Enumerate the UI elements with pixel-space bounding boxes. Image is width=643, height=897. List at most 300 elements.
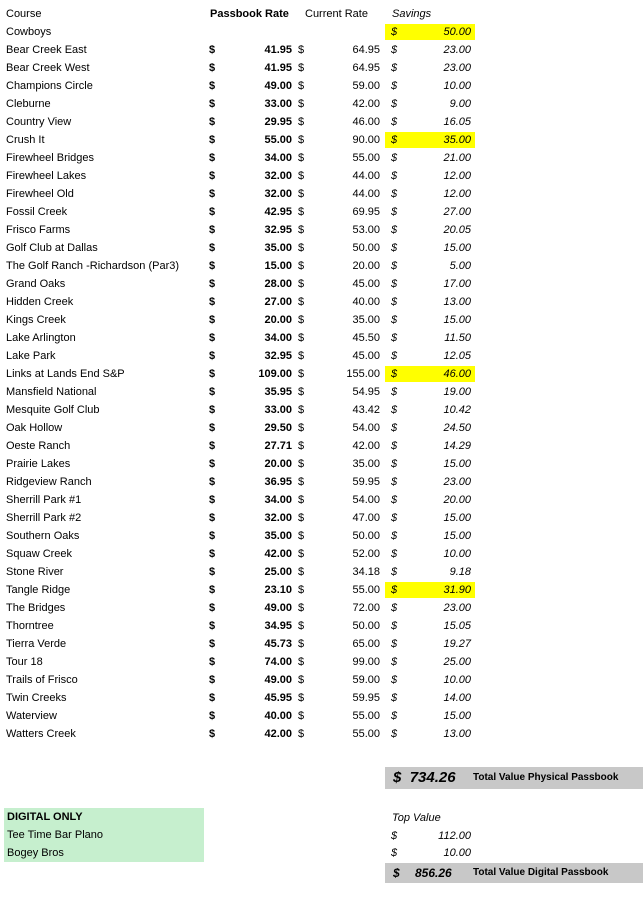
- current-currency: $: [298, 116, 305, 128]
- current-rate: 65.00: [352, 638, 380, 650]
- passbook-rate: 49.00: [264, 674, 292, 686]
- current-rate: 55.00: [352, 728, 380, 740]
- savings-amount: 20.00: [443, 494, 471, 506]
- current-currency: $: [298, 494, 305, 506]
- current-rate: 69.95: [352, 206, 380, 218]
- passbook-rate: 41.95: [264, 62, 292, 74]
- table-row: [0, 437, 480, 455]
- passbook-currency: $: [209, 44, 216, 56]
- passbook-rate: 28.00: [264, 278, 292, 290]
- savings-amount: 19.27: [443, 638, 471, 650]
- current-rate: 64.95: [352, 62, 380, 74]
- course-name: Hidden Creek: [6, 296, 74, 308]
- current-currency: $: [298, 80, 305, 92]
- course-name: Fossil Creek: [6, 206, 68, 218]
- savings-cell: $ 31.90: [385, 582, 475, 598]
- savings-amount: 14.29: [443, 440, 471, 452]
- total-physical-label: Total Value Physical Passbook: [473, 772, 619, 783]
- savings-amount: 13.00: [443, 296, 471, 308]
- current-currency: $: [298, 206, 305, 218]
- savings-cell: $ 12.00: [391, 188, 471, 200]
- current-rate: 42.00: [352, 440, 380, 452]
- table-row: [0, 491, 480, 509]
- table-row: [0, 599, 480, 617]
- current-currency: $: [298, 278, 305, 290]
- current-rate: 72.00: [352, 602, 380, 614]
- current-rate: 54.95: [352, 386, 380, 398]
- current-rate: 50.00: [352, 242, 380, 254]
- passbook-rate: 49.00: [264, 80, 292, 92]
- passbook-rate: 20.00: [264, 458, 292, 470]
- passbook-currency: $: [209, 602, 216, 614]
- table-row: [0, 635, 480, 653]
- total-physical-passbook: [385, 767, 643, 789]
- savings-amount: 10.00: [443, 80, 471, 92]
- savings-cell: $ 12.00: [391, 170, 471, 182]
- course-name: Firewheel Lakes: [6, 170, 87, 182]
- passbook-currency: $: [209, 98, 216, 110]
- current-rate: 59.00: [352, 674, 380, 686]
- savings-cell: $ 5.00: [391, 260, 471, 272]
- passbook-currency: $: [209, 512, 216, 524]
- course-name: Champions Circle: [6, 80, 93, 92]
- header-current-rate: Current Rate: [305, 8, 368, 20]
- passbook-currency: $: [209, 80, 216, 92]
- table-row: [0, 509, 480, 527]
- savings-amount: 14.00: [443, 692, 471, 704]
- current-currency: $: [298, 188, 305, 200]
- savings-amount: 15.00: [443, 242, 471, 254]
- passbook-rate: 35.95: [264, 386, 292, 398]
- passbook-currency: $: [209, 314, 216, 326]
- current-currency: $: [298, 656, 305, 668]
- current-currency: $: [298, 260, 305, 272]
- savings-cell: $ 13.00: [391, 296, 471, 308]
- course-name: Firewheel Bridges: [6, 152, 95, 164]
- savings-amount: 12.00: [443, 188, 471, 200]
- passbook-currency: $: [209, 530, 216, 542]
- savings-cell: $ 50.00: [385, 24, 475, 40]
- course-name: Prairie Lakes: [6, 458, 71, 470]
- savings-amount: 20.05: [443, 224, 471, 236]
- course-name: Stone River: [6, 566, 64, 578]
- header-course: Course: [6, 8, 42, 20]
- passbook-currency: $: [209, 710, 216, 722]
- course-name: Frisco Farms: [6, 224, 71, 236]
- passbook-rate: 15.00: [264, 260, 292, 272]
- passbook-rate: 25.00: [264, 566, 292, 578]
- current-rate: 54.00: [352, 422, 380, 434]
- table-row: [0, 203, 480, 221]
- course-name: Links at Lands End S&P: [6, 368, 125, 380]
- current-currency: $: [298, 422, 305, 434]
- header-passbook-rate: Passbook Rate: [210, 8, 289, 20]
- course-name: Twin Creeks: [6, 692, 67, 704]
- passbook-currency: $: [209, 548, 216, 560]
- savings-cell: $ 20.05: [391, 224, 471, 236]
- passbook-rate: 45.95: [264, 692, 292, 704]
- passbook-rate: 34.95: [264, 620, 292, 632]
- table-row: [0, 293, 480, 311]
- savings-cell: $ 14.00: [391, 692, 471, 704]
- passbook-currency: $: [209, 440, 216, 452]
- passbook-currency: $: [209, 260, 216, 272]
- passbook-currency: $: [209, 692, 216, 704]
- course-name: Watters Creek: [6, 728, 76, 740]
- current-currency: $: [298, 548, 305, 560]
- digital-only-heading: DIGITAL ONLY: [4, 808, 204, 826]
- current-rate: 20.00: [352, 260, 380, 272]
- course-name: Oeste Ranch: [6, 440, 71, 452]
- table-row: [0, 131, 480, 149]
- savings-cell: $ 20.00: [391, 494, 471, 506]
- passbook-rate: 109.00: [258, 368, 292, 380]
- current-currency: $: [298, 530, 305, 542]
- current-currency: $: [298, 692, 305, 704]
- digital-item-bogey-bros: Bogey Bros: [4, 844, 204, 862]
- table-row: [0, 185, 480, 203]
- course-name: Sherrill Park #2: [6, 512, 82, 524]
- current-currency: $: [298, 314, 305, 326]
- savings-amount: 9.00: [449, 98, 471, 110]
- savings-cell: $ 23.00: [391, 62, 471, 74]
- table-row: [0, 59, 480, 77]
- course-name: Waterview: [6, 710, 57, 722]
- course-name: Mansfield National: [6, 386, 97, 398]
- passbook-rate: 34.00: [264, 494, 292, 506]
- course-name: Tour 18: [6, 656, 43, 668]
- passbook-currency: $: [209, 296, 216, 308]
- current-rate: 55.00: [352, 152, 380, 164]
- savings-cell: $ 23.00: [391, 44, 471, 56]
- table-row: [0, 401, 480, 419]
- savings-amount: 17.00: [443, 278, 471, 290]
- savings-amount: 24.50: [443, 422, 471, 434]
- current-rate: 55.00: [352, 710, 380, 722]
- passbook-rate: 49.00: [264, 602, 292, 614]
- savings-cell: $ 35.00: [385, 132, 475, 148]
- passbook-currency: $: [209, 674, 216, 686]
- passbook-rate: 55.00: [264, 134, 292, 146]
- course-name: The Bridges: [6, 602, 66, 614]
- current-rate: 59.95: [352, 476, 380, 488]
- passbook-rate: 32.95: [264, 350, 292, 362]
- savings-cell: $ 9.00: [391, 98, 471, 110]
- current-rate: 64.95: [352, 44, 380, 56]
- current-rate: 52.00: [352, 548, 380, 560]
- savings-amount: 15.00: [443, 710, 471, 722]
- savings-cell: $ 10.42: [391, 404, 471, 416]
- table-row: [0, 329, 480, 347]
- table-row: [0, 707, 480, 725]
- table-row: [0, 311, 480, 329]
- current-currency: $: [298, 386, 305, 398]
- savings-cell: $ 27.00: [391, 206, 471, 218]
- current-rate: 44.00: [352, 188, 380, 200]
- current-currency: $: [298, 638, 305, 650]
- passbook-rate: 33.00: [264, 98, 292, 110]
- passbook-rate: 42.95: [264, 206, 292, 218]
- passbook-currency: $: [209, 134, 216, 146]
- current-rate: 59.95: [352, 692, 380, 704]
- savings-amount: 15.05: [443, 620, 471, 632]
- top-value-2: $ 10.00: [391, 847, 471, 859]
- course-name: Bear Creek East: [6, 44, 87, 56]
- course-name: Squaw Creek: [6, 548, 73, 560]
- passbook-currency: $: [209, 386, 216, 398]
- passbook-currency: $: [209, 728, 216, 740]
- current-rate: 155.00: [346, 368, 380, 380]
- current-rate: 46.00: [352, 116, 380, 128]
- savings-amount: 23.00: [443, 476, 471, 488]
- table-row: [0, 527, 480, 545]
- savings-cell: $ 19.00: [391, 386, 471, 398]
- savings-amount: 10.42: [443, 404, 471, 416]
- current-currency: $: [298, 602, 305, 614]
- savings-amount: 15.00: [443, 314, 471, 326]
- passbook-rate: 35.00: [264, 530, 292, 542]
- top-value-label: Top Value: [392, 812, 441, 824]
- savings-amount: 13.00: [443, 728, 471, 740]
- savings-amount: 46.00: [443, 368, 471, 380]
- savings-amount: 23.00: [443, 602, 471, 614]
- current-currency: $: [298, 296, 305, 308]
- savings-cell: $ 15.00: [391, 242, 471, 254]
- savings-amount: 23.00: [443, 44, 471, 56]
- table-row: [0, 383, 480, 401]
- current-currency: $: [298, 440, 305, 452]
- current-currency: $: [298, 224, 305, 236]
- current-rate: 35.00: [352, 314, 380, 326]
- savings-amount: 23.00: [443, 62, 471, 74]
- course-name: Lake Park: [6, 350, 56, 362]
- savings-cell: $ 15.05: [391, 620, 471, 632]
- savings-cell: $ 15.00: [391, 710, 471, 722]
- savings-cell: $ 23.00: [391, 602, 471, 614]
- table-row: [0, 347, 480, 365]
- passbook-currency: $: [209, 350, 216, 362]
- course-name: Cleburne: [6, 98, 51, 110]
- current-currency: $: [298, 566, 305, 578]
- course-name: Tangle Ridge: [6, 584, 71, 596]
- table-row: [0, 257, 480, 275]
- course-name: Country View: [6, 116, 72, 128]
- course-name: Lake Arlington: [6, 332, 76, 344]
- passbook-currency: $: [209, 206, 216, 218]
- savings-amount: 19.00: [443, 386, 471, 398]
- course-name: Crush It: [6, 134, 45, 146]
- table-row: [0, 41, 480, 59]
- savings-cell: $ 14.29: [391, 440, 471, 452]
- savings-cell: $ 16.05: [391, 116, 471, 128]
- current-currency: $: [298, 404, 305, 416]
- current-currency: $: [298, 332, 305, 344]
- passbook-currency: $: [209, 116, 216, 128]
- passbook-currency: $: [209, 422, 216, 434]
- current-currency: $: [298, 728, 305, 740]
- course-name: Sherrill Park #1: [6, 494, 82, 506]
- savings-cell: $ 15.00: [391, 458, 471, 470]
- current-currency: $: [298, 620, 305, 632]
- course-name: The Golf Ranch -Richardson (Par3): [6, 260, 180, 272]
- savings-amount: 10.00: [443, 674, 471, 686]
- total-digital-label: Total Value Digital Passbook: [473, 867, 609, 878]
- passbook-currency: $: [209, 638, 216, 650]
- passbook-currency: $: [209, 494, 216, 506]
- passbook-currency: $: [209, 584, 216, 596]
- savings-cell: $ 9.18: [391, 566, 471, 578]
- table-row: [0, 365, 480, 383]
- savings-cell: $ 25.00: [391, 656, 471, 668]
- savings-cell: $ 46.00: [385, 366, 475, 382]
- table-row: [0, 167, 480, 185]
- table-row: [0, 221, 480, 239]
- current-rate: 50.00: [352, 530, 380, 542]
- total-digital-passbook: $ 856.26 Total Value Digital Passbook: [385, 863, 643, 883]
- course-name: Southern Oaks: [6, 530, 80, 542]
- course-name: Tierra Verde: [6, 638, 67, 650]
- current-rate: 54.00: [352, 494, 380, 506]
- savings-cell: $ 24.50: [391, 422, 471, 434]
- current-rate: 43.42: [352, 404, 380, 416]
- current-rate: 45.00: [352, 350, 380, 362]
- passbook-currency: $: [209, 278, 216, 290]
- course-name: Bear Creek West: [6, 62, 90, 74]
- savings-amount: 15.00: [443, 458, 471, 470]
- current-currency: $: [298, 134, 305, 146]
- passbook-rate: 41.95: [264, 44, 292, 56]
- current-currency: $: [298, 584, 305, 596]
- passbook-rate: 45.73: [264, 638, 292, 650]
- passbook-rate: 34.00: [264, 332, 292, 344]
- table-row: [0, 653, 480, 671]
- table-row: [0, 725, 480, 743]
- savings-amount: 9.18: [449, 566, 471, 578]
- table-row: [0, 671, 480, 689]
- table-row: [0, 95, 480, 113]
- passbook-currency: $: [209, 62, 216, 74]
- table-row: [0, 419, 480, 437]
- savings-amount: 12.05: [443, 350, 471, 362]
- passbook-currency: $: [209, 368, 216, 380]
- savings-cell: $ 11.50: [391, 332, 471, 344]
- savings-cell: $ 10.00: [391, 674, 471, 686]
- table-row: [0, 689, 480, 707]
- passbook-rate: 29.50: [264, 422, 292, 434]
- current-rate: 55.00: [352, 584, 380, 596]
- current-currency: $: [298, 368, 305, 380]
- current-currency: $: [298, 242, 305, 254]
- current-currency: $: [298, 350, 305, 362]
- table-row: [0, 455, 480, 473]
- current-currency: $: [298, 458, 305, 470]
- savings-cell: $ 23.00: [391, 476, 471, 488]
- passbook-currency: $: [209, 224, 216, 236]
- top-value-1: $ 112.00: [391, 830, 471, 842]
- passbook-rate: 27.00: [264, 296, 292, 308]
- current-currency: $: [298, 44, 305, 56]
- passbook-currency: $: [209, 242, 216, 254]
- current-currency: $: [298, 512, 305, 524]
- current-currency: $: [298, 62, 305, 74]
- savings-cell: $ 21.00: [391, 152, 471, 164]
- table-row: [0, 23, 480, 41]
- passbook-rate: 42.00: [264, 548, 292, 560]
- header-savings: Savings: [392, 8, 432, 20]
- course-name: Oak Hollow: [6, 422, 63, 434]
- passbook-rate: 20.00: [264, 314, 292, 326]
- passbook-currency: $: [209, 656, 216, 668]
- current-rate: 53.00: [352, 224, 380, 236]
- passbook-currency: $: [209, 566, 216, 578]
- current-currency: $: [298, 98, 305, 110]
- passbook-rate: 32.00: [264, 512, 292, 524]
- current-currency: $: [298, 674, 305, 686]
- current-rate: 45.00: [352, 278, 380, 290]
- table-row: [0, 239, 480, 257]
- current-rate: 47.00: [352, 512, 380, 524]
- savings-amount: 27.00: [443, 206, 471, 218]
- digital-item-tee-time-bar: Tee Time Bar Plano: [4, 826, 204, 844]
- savings-cell: $ 13.00: [391, 728, 471, 740]
- passbook-rate: 33.00: [264, 404, 292, 416]
- passbook-rate: 40.00: [264, 710, 292, 722]
- current-rate: 50.00: [352, 620, 380, 632]
- savings-cell: $ 15.00: [391, 530, 471, 542]
- savings-amount: 11.50: [444, 332, 471, 344]
- total-physical-amount: $ 734.26: [393, 769, 456, 786]
- passbook-currency: $: [209, 476, 216, 488]
- passbook-rate: 32.95: [264, 224, 292, 236]
- course-name: Mesquite Golf Club: [6, 404, 100, 416]
- savings-cell: $ 15.00: [391, 314, 471, 326]
- savings-amount: 25.00: [443, 656, 471, 668]
- table-row: [0, 149, 480, 167]
- course-name: Golf Club at Dallas: [6, 242, 98, 254]
- savings-cell: $ 17.00: [391, 278, 471, 290]
- current-rate: 90.00: [352, 134, 380, 146]
- savings-amount: 50.00: [443, 26, 471, 38]
- current-rate: 44.00: [352, 170, 380, 182]
- savings-cell: $ 12.05: [391, 350, 471, 362]
- passbook-currency: $: [209, 332, 216, 344]
- total-digital-amount: 856.26: [415, 866, 452, 880]
- current-currency: $: [298, 152, 305, 164]
- course-name: Kings Creek: [6, 314, 66, 326]
- passbook-rate: 23.10: [264, 584, 292, 596]
- passbook-rate: 42.00: [264, 728, 292, 740]
- current-rate: 99.00: [352, 656, 380, 668]
- savings-cell: $ 10.00: [391, 80, 471, 92]
- current-rate: 35.00: [352, 458, 380, 470]
- savings-amount: 16.05: [443, 116, 471, 128]
- current-currency: $: [298, 476, 305, 488]
- passbook-rate: 74.00: [264, 656, 292, 668]
- savings-amount: 15.00: [443, 512, 471, 524]
- current-rate: 34.18: [352, 566, 380, 578]
- current-currency: $: [298, 710, 305, 722]
- passbook-currency: $: [209, 152, 216, 164]
- current-rate: 42.00: [352, 98, 380, 110]
- current-currency: $: [298, 170, 305, 182]
- passbook-rate: 36.95: [264, 476, 292, 488]
- passbook-currency: $: [209, 458, 216, 470]
- passbook-rate: 34.00: [264, 152, 292, 164]
- passbook-rate: 32.00: [264, 170, 292, 182]
- table-row: [0, 473, 480, 491]
- table-row: [0, 545, 480, 563]
- savings-cell: $ 19.27: [391, 638, 471, 650]
